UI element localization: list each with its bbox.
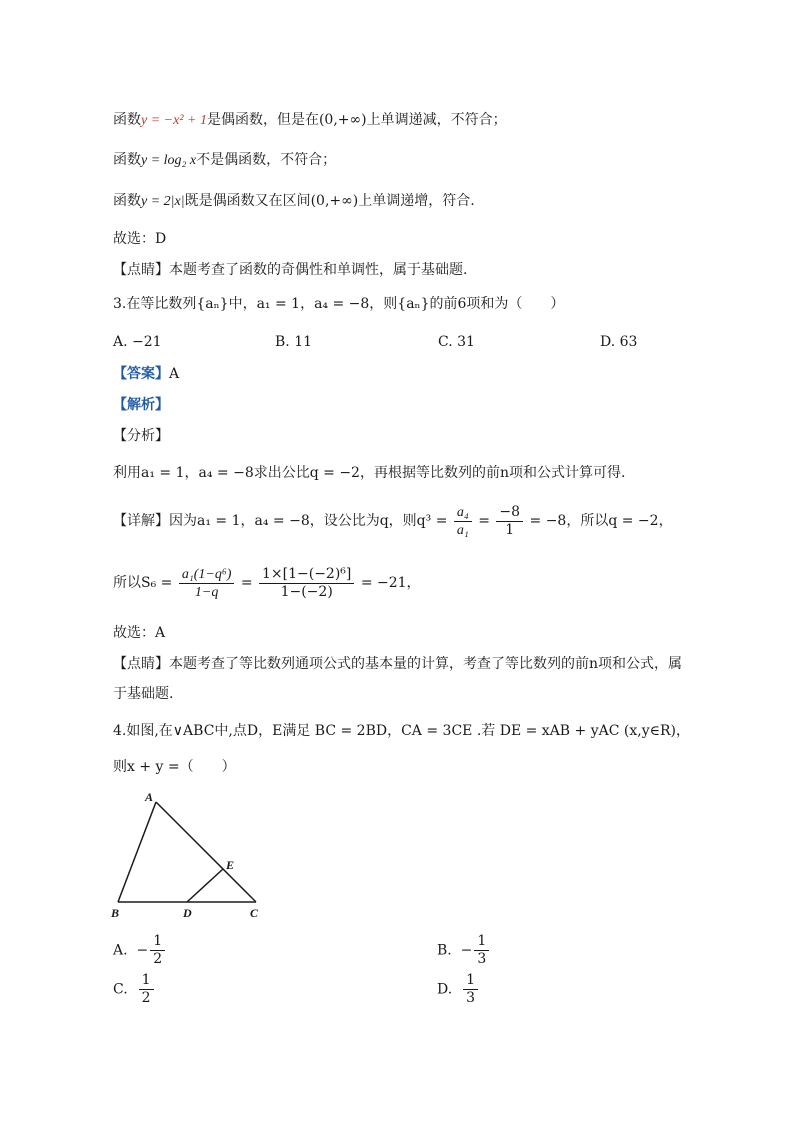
q4-option-d: D. $\frac{1}{3}$ <box>437 972 480 1007</box>
q4-option-c: C. $\frac{1}{2}$ <box>113 972 156 1007</box>
choice-line: 故选：D <box>113 231 167 247</box>
q3-fenxi-tag: 【分析】 <box>113 428 169 444</box>
dianjing-line: 【点睛】本题考查了函数的奇偶性和单调性，属于基础题. <box>113 262 468 278</box>
q3-fenxi-text: 利用a₁ = 1，a₄ = −8求出公比q = −2，再根据等比数列的前n项和公式计算可得. <box>113 465 626 481</box>
q3-sum-formula: 所以S₆ = $\frac{\text{a₁(1−q⁶)}}{1-q}$ = $\frac{\text{1×[1−(−2)⁶]}}{1-(-2)}$ = −21， <box>113 565 421 600</box>
fraction: $\frac{1}{3}$ <box>463 972 478 1007</box>
triangle-figure <box>108 788 273 923</box>
line-prefix: 函数 <box>113 193 141 209</box>
label-b: B <box>111 906 120 920</box>
side-ab <box>118 802 156 902</box>
sum-prefix: 所以S₆ = <box>113 575 173 591</box>
line-prefix: 函数 <box>113 112 141 128</box>
fraction: $\frac{1}{2}$ <box>139 972 154 1007</box>
line-suffix: 既是偶函数又在区间(0,+∞)上单调递增，符合. <box>184 193 475 209</box>
q3-option-d: D. 63 <box>600 334 638 350</box>
fraction: $\frac{1}{3}$ <box>474 933 489 968</box>
q3-option-a: A. −21 <box>113 334 162 350</box>
label-e: E <box>226 858 235 872</box>
side-ac <box>156 802 256 902</box>
formula: y = −x² + 1 <box>141 113 207 128</box>
formula: y = log₂ x <box>141 153 197 168</box>
fraction-sum-value: $\frac{\text{1×[1−(−2)⁶]}}{1-(-2)}$ <box>259 566 354 601</box>
text-line-log-func <box>113 150 336 171</box>
xiangjie-prefix: 【详解】因为a₁ = 1，a₄ = −8，设公比为q，则q³ = <box>113 513 448 529</box>
fraction-sum-general: $\frac{\text{a₁(1−q⁶)}}{1-q}$ <box>179 566 235 601</box>
line-prefix: 函数 <box>113 152 141 168</box>
answer-value: A <box>169 366 180 382</box>
q3-option-b: B. 11 <box>275 334 313 350</box>
q4-stem-1: 4.如图,在∨ABC中,点D，E满足 BC = 2BD，CA = 3CE .若 DE = xAB + yAC (x,y∈R)， <box>113 723 690 739</box>
label-a: A <box>145 790 154 804</box>
line-suffix: 不是偶函数，不符合； <box>196 152 337 168</box>
q3-dianjing-2: 于基础题. <box>113 686 174 702</box>
segment-de <box>187 869 223 902</box>
fraction: $\frac{1}{2}$ <box>150 933 165 968</box>
label-c: C <box>250 906 259 920</box>
q4-option-a: A. − $\frac{1}{2}$ <box>113 933 167 968</box>
q3-xiangjie: 【详解】因为a₁ = 1，a₄ = −8，设公比为q，则q³ = $\frac{\text{a₄}}{\text{a₁}}$ = $\frac{-8}{1}$ = −8，所以q = −2， <box>113 503 673 538</box>
fraction-neg8-1: $\frac{-8}{1}$ <box>496 504 523 539</box>
label-d: D <box>183 906 192 920</box>
line-suffix: 是偶函数，但是在(0,+∞)上单调递减，不符合； <box>206 112 507 128</box>
q3-choose: 故选：A <box>113 625 166 641</box>
answer-tag: 【答案】 <box>113 366 169 382</box>
q3-stem: 3.在等比数列{aₙ}中，a₁ = 1，a₄ = −8，则{aₙ}的前6项和为（ ） <box>113 296 565 312</box>
q3-dianjing-1: 【点睛】本题考查了等比数列通项公式的基本量的计算，考查了等比数列的前n项和公式，属 <box>113 656 683 672</box>
xiangjie-suffix: = −8，所以q = −2， <box>529 513 673 529</box>
q4-stem-2: 则x + y =（ ） <box>113 759 236 775</box>
formula: y = 2|x| <box>141 194 185 209</box>
text-line-abs-func <box>113 191 475 212</box>
text-line-even-func-1 <box>113 110 507 131</box>
sum-suffix: = −21， <box>360 575 421 591</box>
q3-analysis-tag: 【解析】 <box>113 397 169 413</box>
q3-option-c: C. 31 <box>438 334 475 350</box>
q3-answer-line <box>113 364 179 384</box>
fraction-a4-a1: $\frac{\text{a₄}}{\text{a₁}}$ <box>454 504 472 539</box>
q4-option-b: B. − $\frac{1}{3}$ <box>437 933 491 968</box>
